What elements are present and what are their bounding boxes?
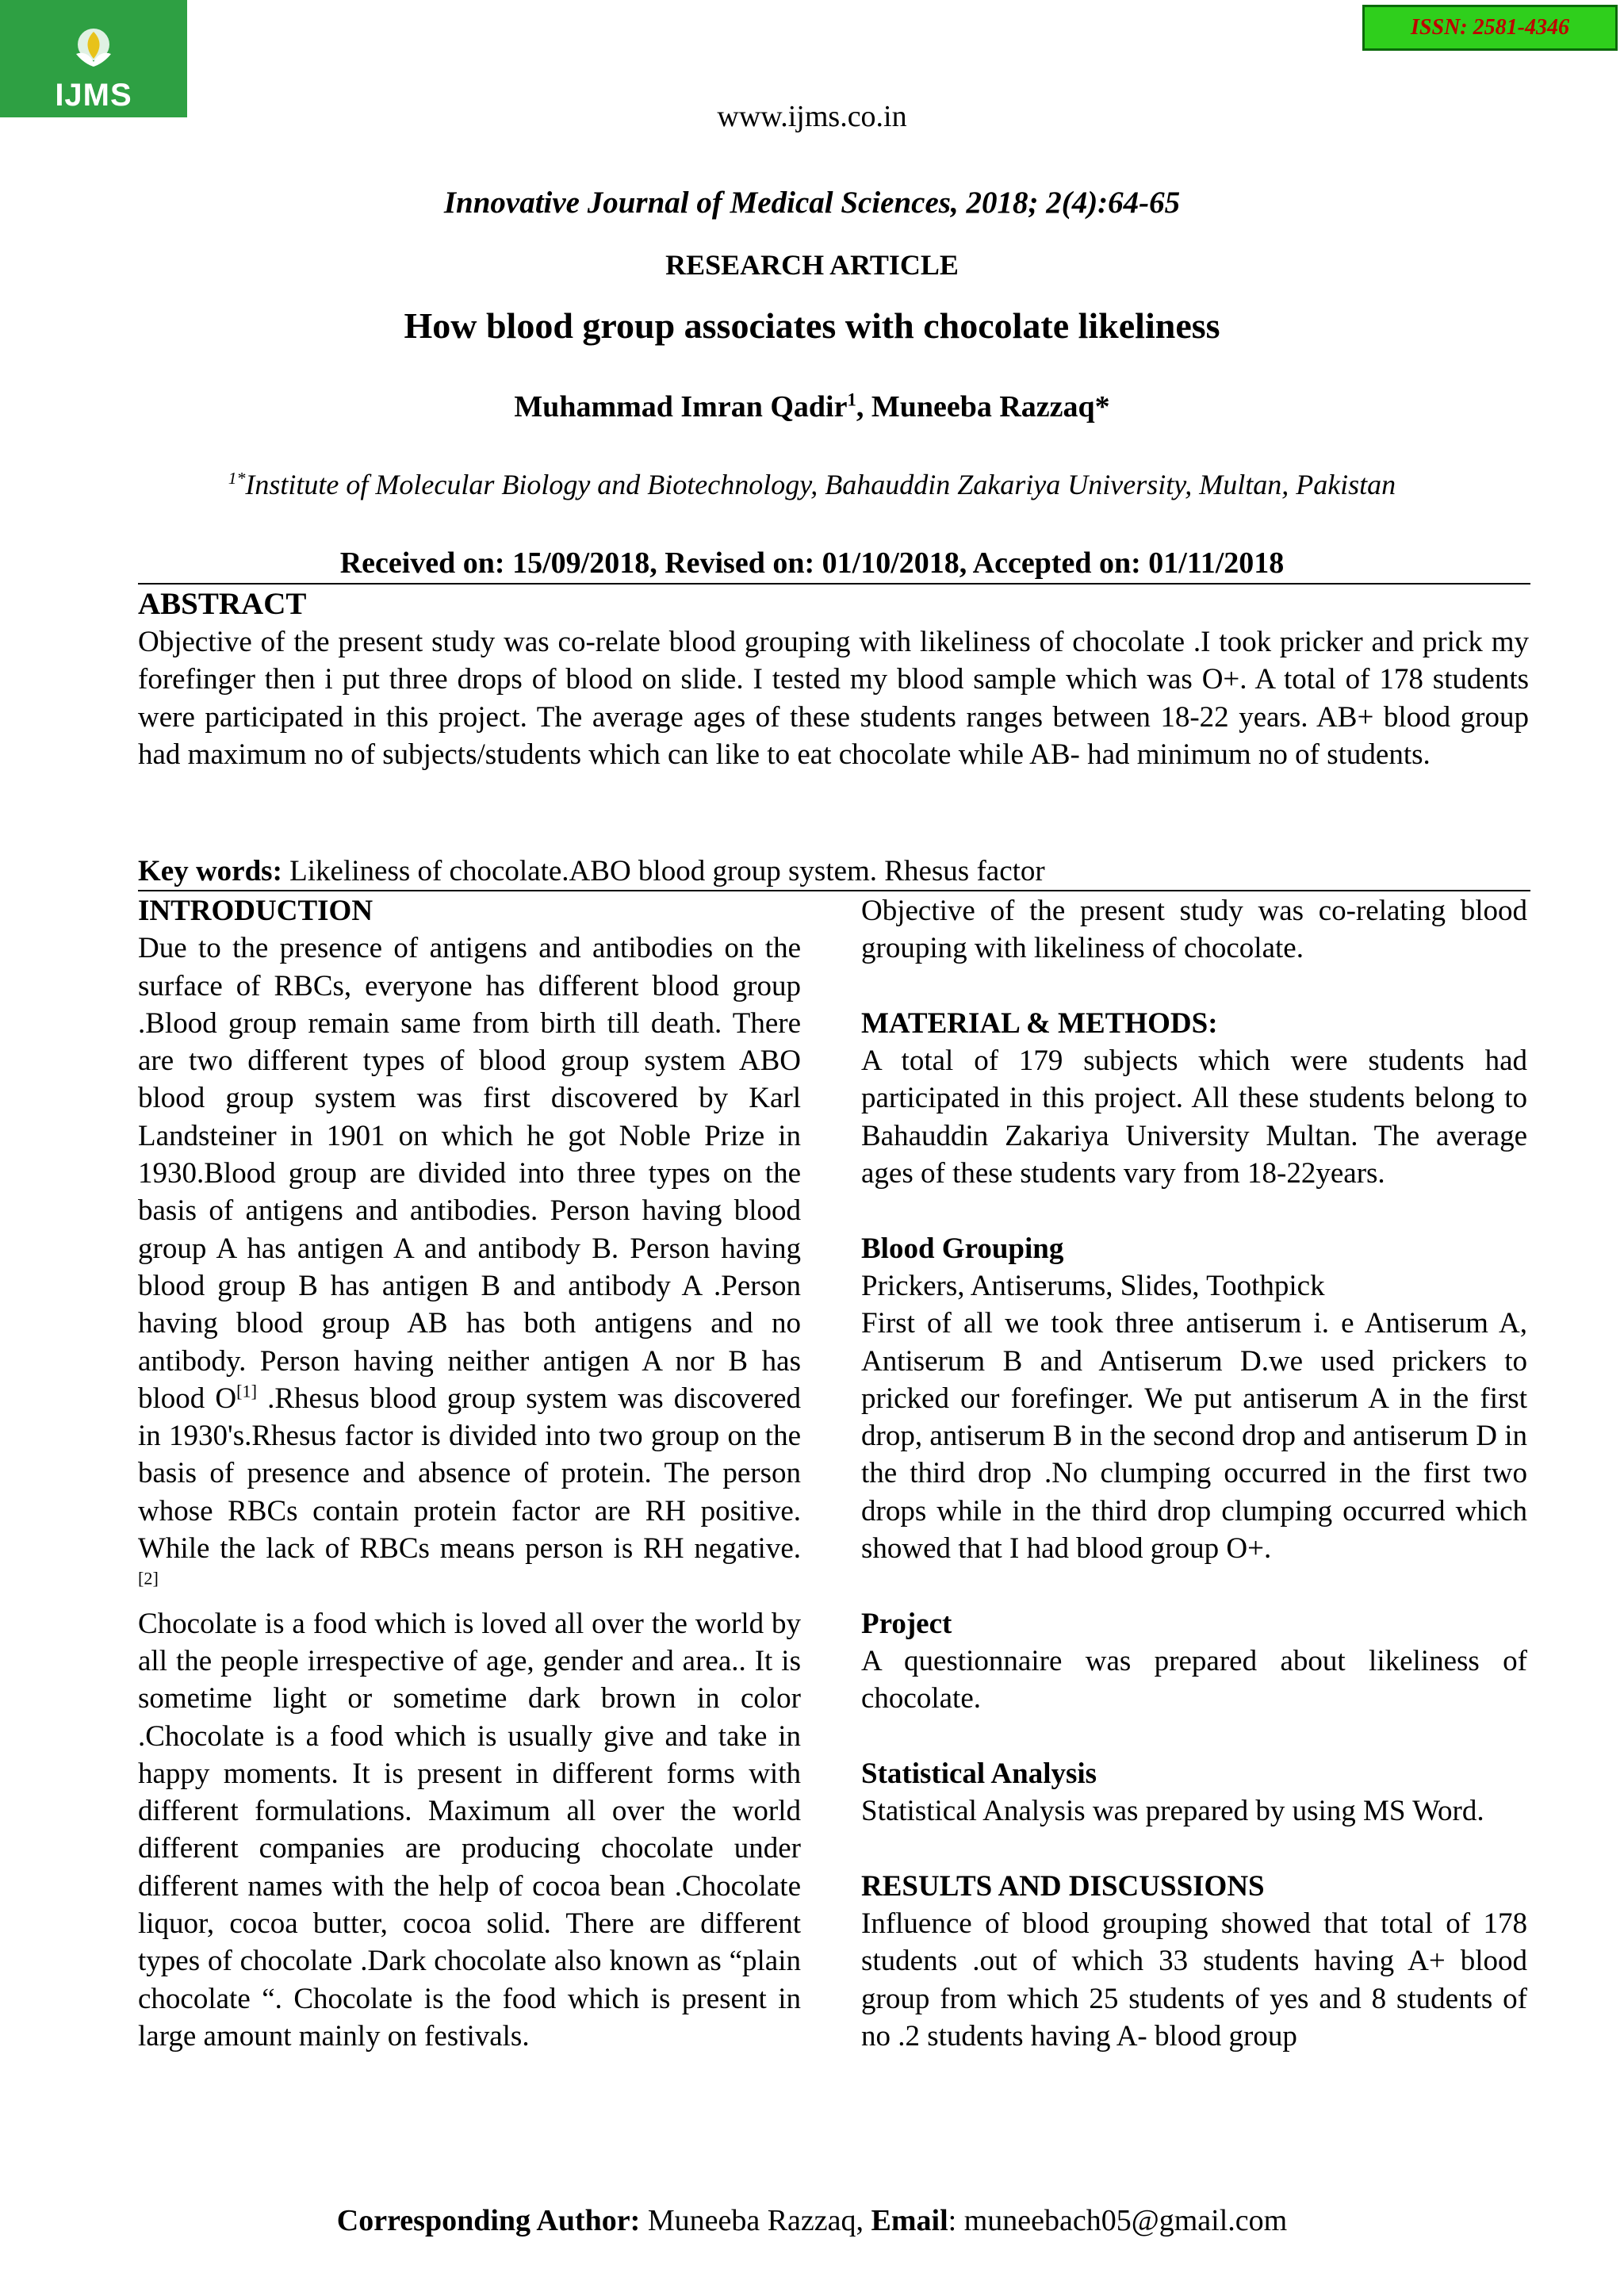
abstract-section	[138, 585, 1529, 773]
project-heading: Project	[861, 1607, 952, 1640]
affiliation	[0, 468, 1624, 501]
keywords-label: Key words:	[138, 855, 282, 887]
citation-2[interactable]: [2]	[138, 1569, 159, 1589]
affiliation-text: Institute of Molecular Biology and Biotechnology, Bahauddin Zakariya University, Multan, Pakistan	[245, 469, 1396, 500]
introduction-paragraph-1	[138, 930, 801, 1604]
article-title: How blood group associates with chocolate likeliness	[404, 305, 1220, 346]
keywords	[138, 853, 1045, 891]
right-column	[861, 892, 1527, 2055]
introduction-paragraph-2: Chocolate is a food which is loved all over the world by all the people irrespective of age, gender and area.. It is sometime light or sometime dark brown in color .Chocolate is a food which is usually give and take in happy moments. It is present in different forms with different formulations. Maximum all over the world different companies are producing chocolate under different names with the help of cocoa bean .Chocolate liquor, cocoa butter, cocoa solid. There are different types of chocolate .Dark chocolate also known as “plain chocolate “. Chocolate is the food which is present in large amount mainly on festivals.	[138, 1607, 801, 2053]
author-2: Muneeba Razzaq*	[871, 390, 1110, 424]
submission-dates: Received on: 15/09/2018, Revised on: 01/10/2018, Accepted on: 01/11/2018	[339, 546, 1285, 580]
abstract-heading: ABSTRACT	[138, 587, 307, 621]
logo-text: IJMS	[55, 78, 132, 113]
objective-text: Objective of the present study was co-relating blood grouping with likeliness of chocolate.	[861, 895, 1527, 965]
leaf-icon	[68, 27, 119, 71]
introduction-heading: INTRODUCTION	[138, 895, 373, 927]
statistics-text: Statistical Analysis was prepared by using MS Word.	[861, 1795, 1484, 1828]
issn-badge: ISSN: 2581-4346	[1362, 5, 1618, 51]
results-text: Influence of blood grouping showed that total of 178 students .out of which 33 students having A+ blood group from which 25 students of yes and 8 students of no .2 students having A- blood group	[861, 1907, 1527, 2053]
statistics-heading: Statistical Analysis	[861, 1757, 1097, 1790]
email-address[interactable]: : muneebach05@gmail.com	[948, 2204, 1288, 2237]
results-heading: RESULTS AND DISCUSSIONS	[861, 1869, 1265, 1903]
left-column	[138, 892, 801, 2055]
authors	[0, 389, 1624, 424]
intro-text-part-1: Due to the presence of antigens and antibodies on the surface of RBCs, everyone has different blood group .Blood group remain same from birth till death. There are two different types of blood group system ABO blood group system was first discovered by Karl Landsteiner in 1901 on which he got Noble Prize in 1930.Blood group are divided into three types on the basis of antigens and antibodies. Person having blood group A has antigen A and antibody B. Person having blood group B has antigen B and antibody A .Person having blood group AB has both antigens and no antibody. Person having neither antigen A nor B has blood O	[138, 932, 801, 1415]
abstract-text: Objective of the present study was co-relate blood grouping with likeliness of chocolate .I took pricker and prick my forefinger then i put three drops of blood on slide. I tested my blood sample which was O+. A total of 178 students were participated in this project. The average ages of these students ranges between 18-22 years. AB+ blood group had maximum no of subjects/students which can like to eat chocolate while AB- had minimum no of students.	[138, 626, 1529, 771]
divider-keywords	[138, 890, 1530, 891]
corresponding-author-label: Corresponding Author:	[336, 2204, 641, 2237]
website-link[interactable]: www.ijms.co.in	[717, 100, 907, 133]
journal-citation: Innovative Journal of Medical Sciences, 2018; 2(4):64-65	[443, 186, 1181, 220]
divider-top	[138, 583, 1530, 585]
author-1: Muhammad Imran Qadir	[514, 390, 848, 424]
article-type: RESEARCH ARTICLE	[665, 249, 959, 281]
blood-grouping-heading: Blood Grouping	[861, 1232, 1064, 1265]
affiliation-mark: 1*	[228, 469, 246, 488]
blood-grouping-text: First of all we took three antiserum i. e Antiserum A, Antiserum B and Antiserum D.we used prickers to pricked our forefinger. We put antiserum A in the first drop, antiserum B in the second drop and antiserum D in the third drop .No clumping occurred in the first two drops while in the third drop clumping occurred which showed that I had blood group O+.	[861, 1307, 1527, 1566]
corresponding-author	[0, 2203, 1624, 2238]
methods-text: A total of 179 subjects which were students had participated in this project. All these students belong to Bahauddin Zakariya University Multan. The average ages of these students vary from 18-22years.	[861, 1045, 1527, 1190]
project-text: A questionnaire was prepared about likeliness of chocolate.	[861, 1644, 1527, 1715]
email-label: Email	[871, 2204, 948, 2237]
author-1-affiliation-mark: 1	[847, 389, 856, 410]
citation-1[interactable]: [1]	[236, 1381, 257, 1401]
methods-heading: MATERIAL & METHODS:	[861, 1006, 1218, 1040]
intro-text-part-2: .Rhesus blood group system was discovered in 1930's.Rhesus factor is divided into two group on the basis of presence and absence of protein. The person whose RBCs contain protein factor are RH positive. While the lack of RBCs means person is RH negative.	[138, 1382, 802, 1566]
blood-grouping-materials: Prickers, Antiserums, Slides, Toothpick	[861, 1269, 1325, 1302]
corresponding-author-name: Muneeba Razzaq,	[640, 2204, 871, 2237]
author-separator: ,	[856, 390, 871, 424]
keywords-text: Likeliness of chocolate.ABO blood group system. Rhesus factor	[282, 855, 1045, 887]
